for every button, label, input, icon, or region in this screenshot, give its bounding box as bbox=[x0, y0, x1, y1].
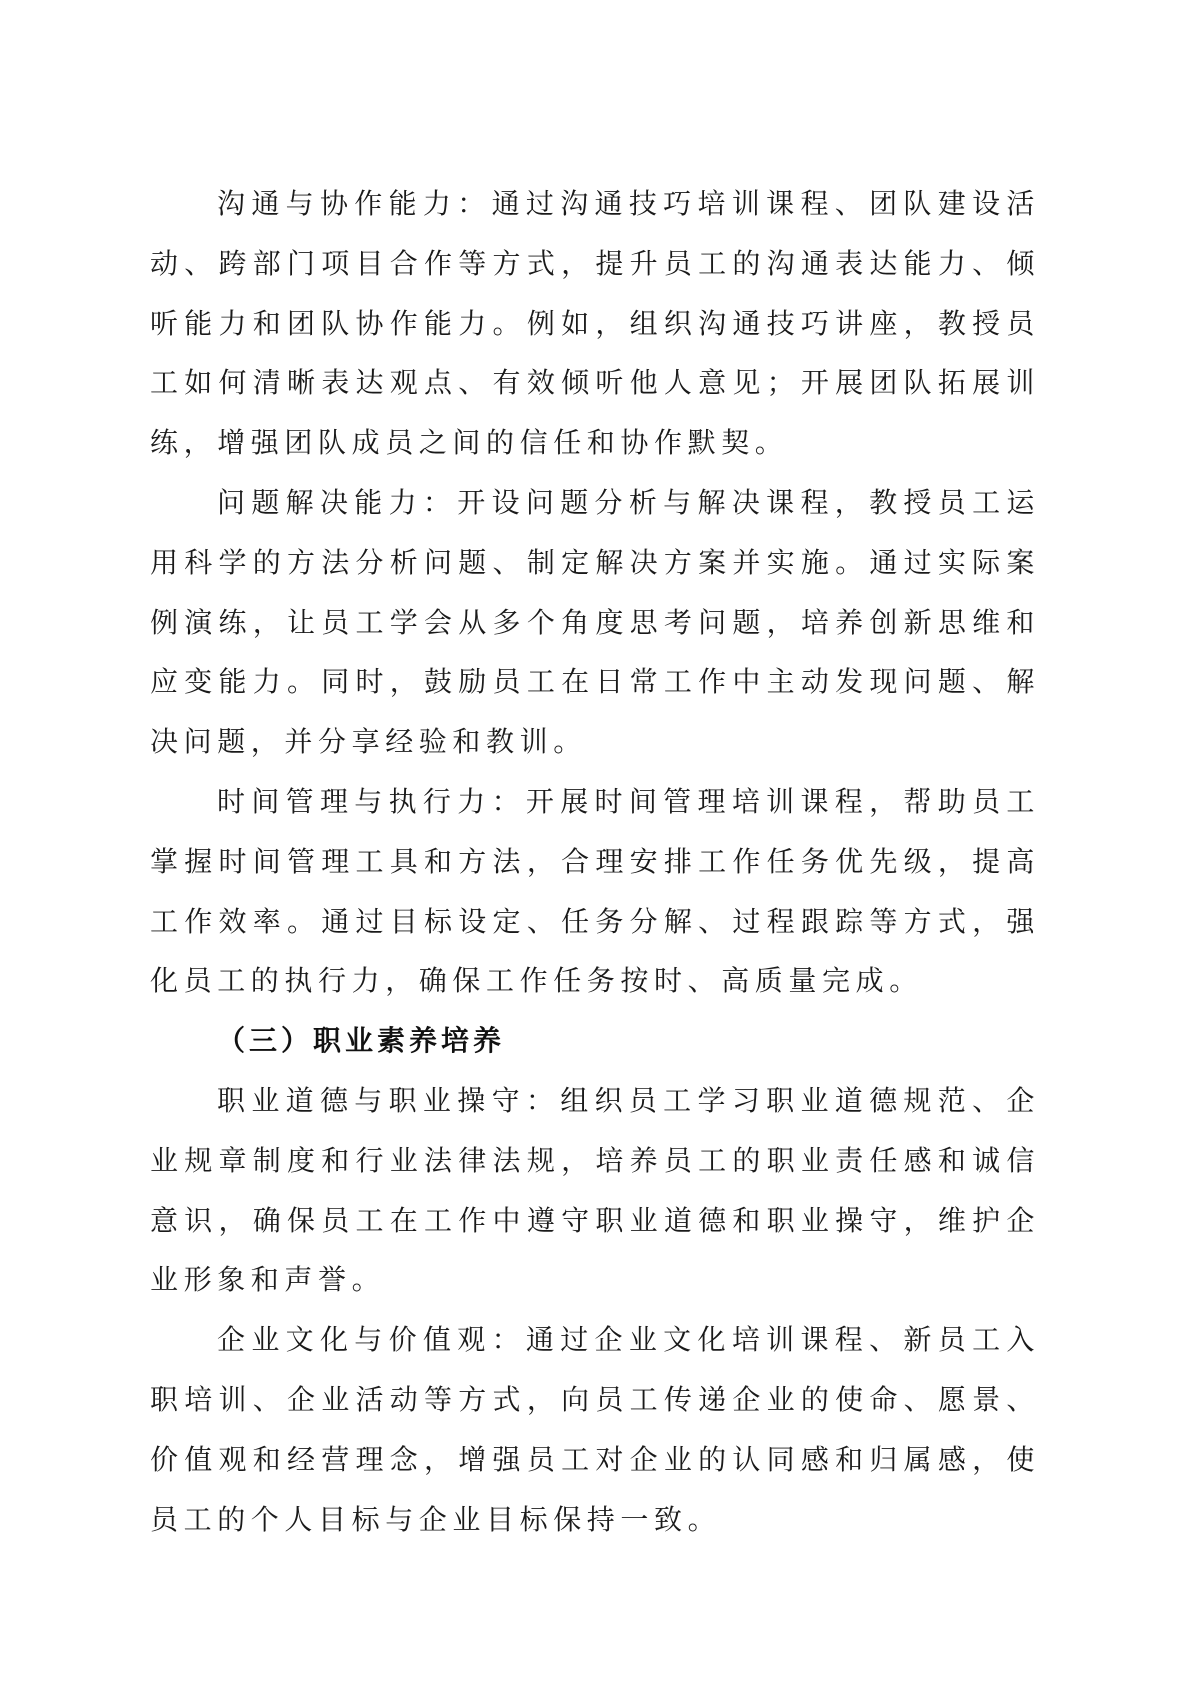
paragraph-corporate-culture: 企业文化与价值观：通过企业文化培训课程、新员工入职培训、企业活动等方式，向员工传递企业的使命、愿景、价值观和经营理念，增强员工对企业的认同感和归属感，使员工的个人目标与企业目标保持一致。 bbox=[150, 1323, 1040, 1536]
paragraph-communication-collaboration: 沟通与协作能力：通过沟通技巧培训课程、团队建设活动、跨部门项目合作等方式，提升员工的沟通表达能力、倾听能力和团队协作能力。例如，组织沟通技巧讲座，教授员工如何清晰表达观点、有效倾听他人意见；开展团队拓展训练，增强团队成员之间的信任和协作默契。 bbox=[150, 187, 1040, 460]
document-body bbox=[150, 174, 1040, 1549]
paragraph-time-management: 时间管理与执行力：开展时间管理培训课程，帮助员工掌握时间管理工具和方法，合理安排工作任务优先级，提高工作效率。通过目标设定、任务分解、过程跟踪等方式，强化员工的执行力，确保工作任务按时、高质量完成。 bbox=[150, 784, 1040, 998]
section-heading-professional-quality: （三）职业素养培养 bbox=[217, 1024, 506, 1058]
paragraph-problem-solving: 问题解决能力：开设问题分析与解决课程，教授员工运用科学的方法分析问题、制定解决方案并实施。通过实际案例演练，让员工学会从多个角度思考问题，培养创新思维和应变能力。同时，鼓励员工在日常工作中主动发现问题、解决问题，并分享经验和教训。 bbox=[150, 485, 1040, 759]
paragraph-professional-ethics: 职业道德与职业操守：组织员工学习职业道德规范、企业规章制度和行业法律法规，培养员工的职业责任感和诚信意识，确保员工在工作中遵守职业道德和职业操守，维护企业形象和声誉。 bbox=[150, 1083, 1040, 1297]
